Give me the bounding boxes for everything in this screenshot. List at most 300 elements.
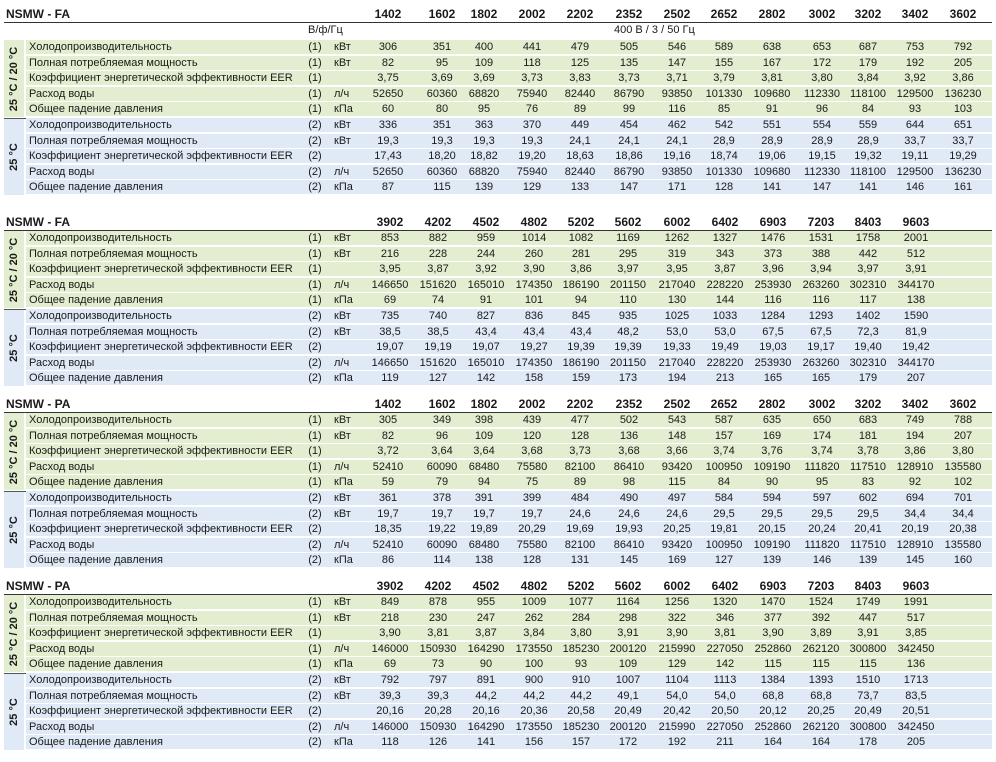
table-cell: 3,80: [952, 445, 974, 458]
condition-ref: (1): [308, 596, 322, 608]
table-cell: 298: [618, 611, 638, 624]
table-cell: 111820: [804, 538, 840, 551]
heating-condition-label: [4, 309, 24, 386]
table-cell: 54,0: [714, 689, 736, 702]
table-cell: 351: [432, 41, 452, 53]
table-cell: 48,2: [617, 325, 639, 338]
section-title: NSMW - PA: [6, 579, 71, 593]
table-row: [26, 553, 992, 567]
table-cell: 827: [476, 310, 496, 322]
model-header: 4202: [424, 579, 452, 593]
model-header: 6903: [759, 215, 787, 229]
table-cell: 227050: [706, 720, 744, 733]
condition-ref: (1): [308, 232, 322, 244]
table-cell: 92: [908, 476, 922, 489]
table-cell: 20,16: [472, 705, 500, 718]
table-cell: 75: [525, 476, 539, 489]
table-cell: 60090: [426, 460, 458, 473]
model-header: 4802: [520, 215, 548, 229]
model-header: 3202: [854, 397, 882, 411]
table-cell: 651: [953, 119, 973, 131]
table-cell: 95: [477, 103, 491, 116]
table-row: [26, 247, 992, 261]
table-cell: 597: [812, 492, 832, 504]
unit-label: кПа: [334, 181, 353, 194]
table-cell: 146650: [371, 278, 409, 291]
unit-label: л/ч: [334, 642, 350, 655]
table-cell: 60360: [426, 87, 458, 100]
model-header: 2802: [758, 7, 786, 21]
table-cell: 128: [714, 181, 734, 194]
table-cell: 67,5: [810, 325, 832, 338]
table-section: [4, 578, 992, 754]
condition-text: 25 °С / 20 °С: [8, 46, 20, 111]
table-cell: 135580: [944, 538, 982, 551]
table-cell: 24,6: [666, 507, 688, 520]
table-cell: 109680: [753, 165, 791, 178]
table-cell: 391: [474, 492, 494, 504]
table-cell: 76: [525, 103, 539, 116]
table-cell: 3,74: [713, 445, 735, 458]
table-cell: 19,93: [615, 523, 643, 536]
table-cell: 111820: [804, 460, 840, 473]
table-cell: 24,1: [618, 134, 640, 147]
model-header: 6002: [663, 215, 691, 229]
model-header: 1802: [470, 7, 498, 21]
model-header: 3902: [376, 215, 404, 229]
table-row: [26, 87, 992, 101]
table-cell: 68480: [468, 460, 500, 473]
table-cell: 701: [953, 492, 973, 504]
table-cell: 136: [619, 429, 639, 442]
table-cell: 125: [570, 56, 590, 69]
table-cell: 3,97: [617, 263, 639, 276]
condition-ref: (1): [308, 278, 322, 291]
table-cell: 19,07: [472, 341, 500, 354]
condition-text: 25 °С / 20 °С: [8, 601, 20, 666]
table-cell: 68820: [468, 165, 500, 178]
table-cell: 18,86: [615, 150, 643, 163]
table-cell: 1082: [568, 232, 594, 244]
table-cell: 81,9: [905, 325, 927, 338]
model-header: 8403: [854, 579, 882, 593]
condition-ref: (1): [308, 72, 322, 85]
table-cell: 19,3: [473, 134, 495, 147]
table-cell: 86410: [613, 538, 645, 551]
table-cell: 18,20: [428, 150, 456, 163]
table-cell: 173550: [515, 720, 553, 733]
table-cell: 546: [667, 41, 687, 53]
unit-label: л/ч: [334, 87, 350, 100]
table-cell: 20,38: [949, 523, 977, 536]
model-header: 6903: [759, 579, 787, 593]
table-cell: 1320: [712, 596, 738, 608]
table-cell: 86410: [613, 460, 645, 473]
table-cell: 89: [573, 103, 587, 116]
table-row: [26, 180, 992, 194]
table-cell: 262: [524, 611, 544, 624]
table-row: [26, 149, 992, 163]
row-name: Холодопроизводительность: [29, 41, 172, 53]
table-cell: 68820: [468, 87, 500, 100]
table-cell: 336: [378, 119, 398, 131]
table-cell: 1590: [903, 310, 929, 322]
table-cell: 82: [381, 429, 395, 442]
table-cell: 1402: [855, 310, 881, 322]
condition-ref: (1): [308, 414, 322, 426]
table-cell: 181: [858, 429, 878, 442]
table-cell: 201150: [610, 278, 646, 291]
table-cell: 3,68: [521, 445, 543, 458]
table-cell: 3,66: [666, 445, 688, 458]
table-cell: 3,80: [570, 627, 592, 640]
row-name: Общее падение давления: [29, 554, 163, 567]
table-cell: 20,41: [854, 523, 882, 536]
condition-ref: (2): [308, 689, 322, 702]
table-cell: 502: [619, 414, 639, 426]
table-cell: 126: [428, 736, 448, 749]
table-cell: 19,15: [808, 150, 836, 163]
table-row: [26, 507, 992, 521]
table-cell: 117: [859, 294, 877, 307]
power-supply-label: 400 В / 3 / 50 Гц: [614, 24, 695, 36]
condition-ref: (1): [308, 445, 322, 458]
row-name: Расход воды: [29, 538, 95, 551]
table-cell: 3,92: [475, 263, 497, 276]
table-cell: 247: [476, 611, 496, 624]
unit-label: кВт: [334, 232, 351, 244]
table-cell: 172: [812, 56, 832, 69]
table-cell: 20,25: [663, 523, 691, 536]
section-title: NSMW - PA: [6, 397, 71, 411]
table-cell: 169: [762, 429, 782, 442]
table-cell: 3,71: [666, 72, 688, 85]
table-cell: 792: [380, 674, 400, 686]
model-header: 3002: [808, 7, 836, 21]
model-header: 3202: [854, 7, 882, 21]
table-cell: 1104: [665, 674, 689, 686]
table-cell: 100: [524, 658, 544, 671]
table-cell: 72,3: [857, 325, 879, 338]
table-cell: 102: [953, 476, 973, 489]
table-cell: 44,2: [523, 689, 545, 702]
table-cell: 3,78: [857, 445, 879, 458]
table-cell: 462: [667, 119, 687, 131]
model-header: 3002: [808, 397, 836, 411]
table-cell: 101330: [705, 165, 743, 178]
table-cell: 91: [765, 103, 779, 116]
table-cell: 342450: [897, 642, 935, 655]
table-cell: 3,90: [379, 627, 401, 640]
table-cell: 3,96: [762, 263, 784, 276]
model-header: 3602: [949, 7, 977, 21]
table-cell: 186190: [562, 356, 600, 369]
table-row: [26, 40, 992, 54]
model-header: 2652: [710, 7, 738, 21]
table-cell: 96: [815, 103, 829, 116]
table-cell: 19,89: [470, 523, 498, 536]
table-row: [26, 460, 992, 474]
table-cell: 260: [524, 247, 544, 260]
row-name: Холодопроизводительность: [29, 414, 172, 426]
table-cell: 1284: [760, 310, 786, 322]
table-cell: 3,64: [473, 445, 495, 458]
row-name: Полная потребляемая мощность: [29, 56, 198, 69]
table-cell: 44,2: [570, 689, 592, 702]
table-cell: 1524: [808, 596, 834, 608]
table-row: [26, 595, 992, 609]
table-cell: 1749: [855, 596, 881, 608]
table-cell: 19,17: [807, 341, 835, 354]
table-cell: 200120: [609, 642, 647, 655]
row-name: Расход воды: [29, 720, 95, 733]
table-cell: 93850: [661, 165, 693, 178]
condition-ref: (2): [308, 150, 322, 163]
table-cell: 638: [762, 41, 782, 53]
table-cell: 118100: [850, 87, 886, 100]
table-row: [26, 704, 992, 718]
table-cell: 192: [667, 736, 687, 749]
table-cell: 3,85: [905, 627, 927, 640]
row-name: Расход воды: [29, 356, 95, 369]
table-cell: 19,27: [520, 341, 548, 354]
table-cell: 109190: [753, 460, 791, 473]
table-cell: 100950: [705, 538, 743, 551]
table-cell: 3,90: [762, 627, 784, 640]
table-cell: 399: [522, 492, 542, 504]
table-cell: 3,91: [617, 627, 639, 640]
table-cell: 542: [714, 119, 734, 131]
unit-label: л/ч: [334, 165, 350, 178]
model-header: 5602: [614, 579, 642, 593]
table-cell: 80: [435, 103, 449, 116]
table-cell: 127: [714, 554, 734, 567]
table-header: [4, 214, 992, 231]
unit-label: кВт: [334, 247, 351, 260]
table-cell: 186190: [562, 278, 600, 291]
table-cell: 477: [570, 414, 590, 426]
row-name: Холодопроизводительность: [29, 119, 172, 131]
table-cell: 59: [381, 476, 395, 489]
table-cell: 138: [474, 554, 494, 567]
table-cell: 151620: [419, 278, 457, 291]
condition-ref: (2): [308, 341, 322, 354]
table-cell: 19,32: [854, 150, 882, 163]
table-cell: 551: [762, 119, 782, 131]
table-cell: 135580: [944, 460, 982, 473]
condition-text: 25 °С: [8, 697, 20, 726]
table-cell: 3,74: [811, 445, 833, 458]
row-name: Холодопроизводительность: [29, 310, 172, 322]
row-name: Общее падение давления: [29, 736, 163, 749]
table-cell: 90: [765, 476, 779, 489]
table-cell: 133: [570, 181, 590, 194]
table-cell: 215990: [658, 720, 696, 733]
table-cell: 139: [858, 554, 878, 567]
table-cell: 305: [378, 414, 398, 426]
table-cell: 753: [905, 41, 925, 53]
table-cell: 3,84: [523, 627, 545, 640]
table-cell: 1113: [713, 674, 737, 686]
table-cell: 86790: [613, 87, 645, 100]
unit-label: кВт: [334, 119, 351, 131]
table-cell: 160: [953, 554, 973, 567]
table-cell: 19,42: [902, 341, 930, 354]
row-name: Коэффициент энергетической эффективности EER: [29, 72, 293, 85]
table-row: [26, 720, 992, 734]
table-cell: 173550: [515, 642, 553, 655]
table-cell: 3,90: [666, 627, 688, 640]
table-cell: 89: [573, 476, 587, 489]
table-cell: 109680: [753, 87, 791, 100]
table-cell: 20,15: [758, 523, 786, 536]
table-cell: 20,12: [759, 705, 787, 718]
table-cell: 165010: [467, 356, 505, 369]
table-cell: 24,1: [666, 134, 688, 147]
table-row: [26, 429, 992, 443]
condition-ref: (1): [308, 429, 322, 442]
condition-ref: (1): [308, 642, 322, 655]
row-name: Полная потребляемая мощность: [29, 429, 198, 442]
table-cell: 128910: [896, 538, 934, 551]
condition-ref: (2): [308, 165, 322, 178]
table-cell: 161: [953, 181, 973, 194]
row-name: Общее падение давления: [29, 294, 163, 307]
table-row: [26, 413, 992, 427]
table-cell: 167: [762, 56, 782, 69]
table-cell: 179: [858, 372, 878, 385]
table-cell: 52410: [372, 538, 404, 551]
table-cell: 159: [571, 372, 591, 385]
unit-label: кВт: [334, 134, 351, 147]
table-cell: 94: [574, 294, 588, 307]
model-header: 7203: [807, 579, 835, 593]
table-cell: 1510: [855, 674, 881, 686]
table-cell: 959: [476, 232, 496, 244]
table-cell: 853: [380, 232, 400, 244]
table-cell: 836: [524, 310, 544, 322]
table-cell: 216: [380, 247, 400, 260]
table-cell: 67,5: [762, 325, 784, 338]
unit-label: кПа: [334, 476, 353, 489]
table-cell: 93: [574, 658, 588, 671]
table-cell: 165: [763, 372, 783, 385]
model-header: 2202: [566, 7, 594, 21]
condition-ref: (1): [308, 263, 322, 276]
table-cell: 378: [432, 492, 452, 504]
table-cell: 146000: [371, 720, 409, 733]
table-cell: 694: [905, 492, 925, 504]
table-cell: 39,3: [427, 689, 449, 702]
table-cell: 1025: [664, 310, 690, 322]
table-cell: 20,51: [902, 705, 930, 718]
cooling-condition-label: [4, 595, 24, 672]
table-cell: 263260: [802, 356, 840, 369]
table-row: [26, 491, 992, 505]
table-cell: 3,81: [761, 72, 783, 85]
table-cell: 3,81: [427, 627, 449, 640]
table-cell: 3,76: [761, 445, 783, 458]
model-header: 8403: [854, 215, 882, 229]
table-cell: 19,3: [521, 134, 543, 147]
table-cell: 910: [571, 674, 591, 686]
table-cell: 792: [953, 41, 973, 53]
table-cell: 441: [522, 41, 542, 53]
unit-label: кВт: [334, 492, 351, 504]
table-cell: 109: [474, 429, 494, 442]
table-cell: 24,6: [569, 507, 591, 520]
table-row: [26, 325, 992, 339]
table-cell: 215990: [658, 642, 696, 655]
table-cell: 115: [668, 476, 686, 489]
table-cell: 3,92: [904, 72, 926, 85]
table-cell: 3,73: [521, 72, 543, 85]
table-cell: 19,69: [566, 523, 594, 536]
table-cell: 3,87: [427, 263, 449, 276]
table-cell: 128910: [896, 460, 934, 473]
table-cell: 69: [383, 294, 397, 307]
model-header: 2002: [518, 397, 546, 411]
table-cell: 1009: [521, 596, 547, 608]
model-header: 6402: [711, 579, 739, 593]
table-row: [26, 475, 992, 489]
table-cell: 192: [905, 56, 925, 69]
table-cell: 28,9: [857, 134, 879, 147]
row-name: Общее падение давления: [29, 476, 163, 489]
model-header: 5202: [567, 215, 595, 229]
condition-ref: (2): [308, 674, 322, 686]
table-cell: 52410: [372, 460, 404, 473]
unit-label: кПа: [334, 372, 353, 385]
table-cell: 1033: [712, 310, 738, 322]
table-cell: 118: [523, 56, 541, 69]
table-cell: 43,4: [475, 325, 497, 338]
model-header: 4502: [472, 579, 500, 593]
table-cell: 90: [479, 658, 493, 671]
table-cell: 185230: [562, 642, 600, 655]
row-name: Холодопроизводительность: [29, 232, 172, 244]
table-cell: 135: [619, 56, 639, 69]
table-cell: 3,86: [952, 72, 974, 85]
table-cell: 281: [571, 247, 591, 260]
table-cell: 343: [715, 247, 735, 260]
table-cell: 29,5: [761, 507, 783, 520]
table-cell: 75940: [516, 165, 548, 178]
table-cell: 735: [380, 310, 400, 322]
condition-ref: (1): [308, 294, 322, 307]
unit-label: кВт: [334, 41, 351, 53]
table-cell: 155: [714, 56, 734, 69]
row-name: Коэффициент энергетической эффективности EER: [29, 150, 293, 163]
table-cell: 33,7: [904, 134, 926, 147]
table-cell: 75580: [516, 460, 548, 473]
condition-ref: (2): [308, 507, 322, 520]
model-header: 2002: [518, 7, 546, 21]
table-cell: 1991: [903, 596, 929, 608]
table-cell: 302310: [849, 356, 887, 369]
row-name: Расход воды: [29, 278, 95, 291]
unit-label: кВт: [334, 689, 351, 702]
table-cell: 164: [811, 736, 831, 749]
table-cell: 101330: [705, 87, 743, 100]
table-cell: 74: [431, 294, 445, 307]
unit-label: кПа: [334, 736, 353, 749]
row-name: Полная потребляемая мощность: [29, 689, 198, 702]
table-cell: 19,20: [518, 150, 546, 163]
table-cell: 3,80: [811, 72, 833, 85]
table-cell: 361: [378, 492, 398, 504]
table-cell: 497: [667, 492, 687, 504]
